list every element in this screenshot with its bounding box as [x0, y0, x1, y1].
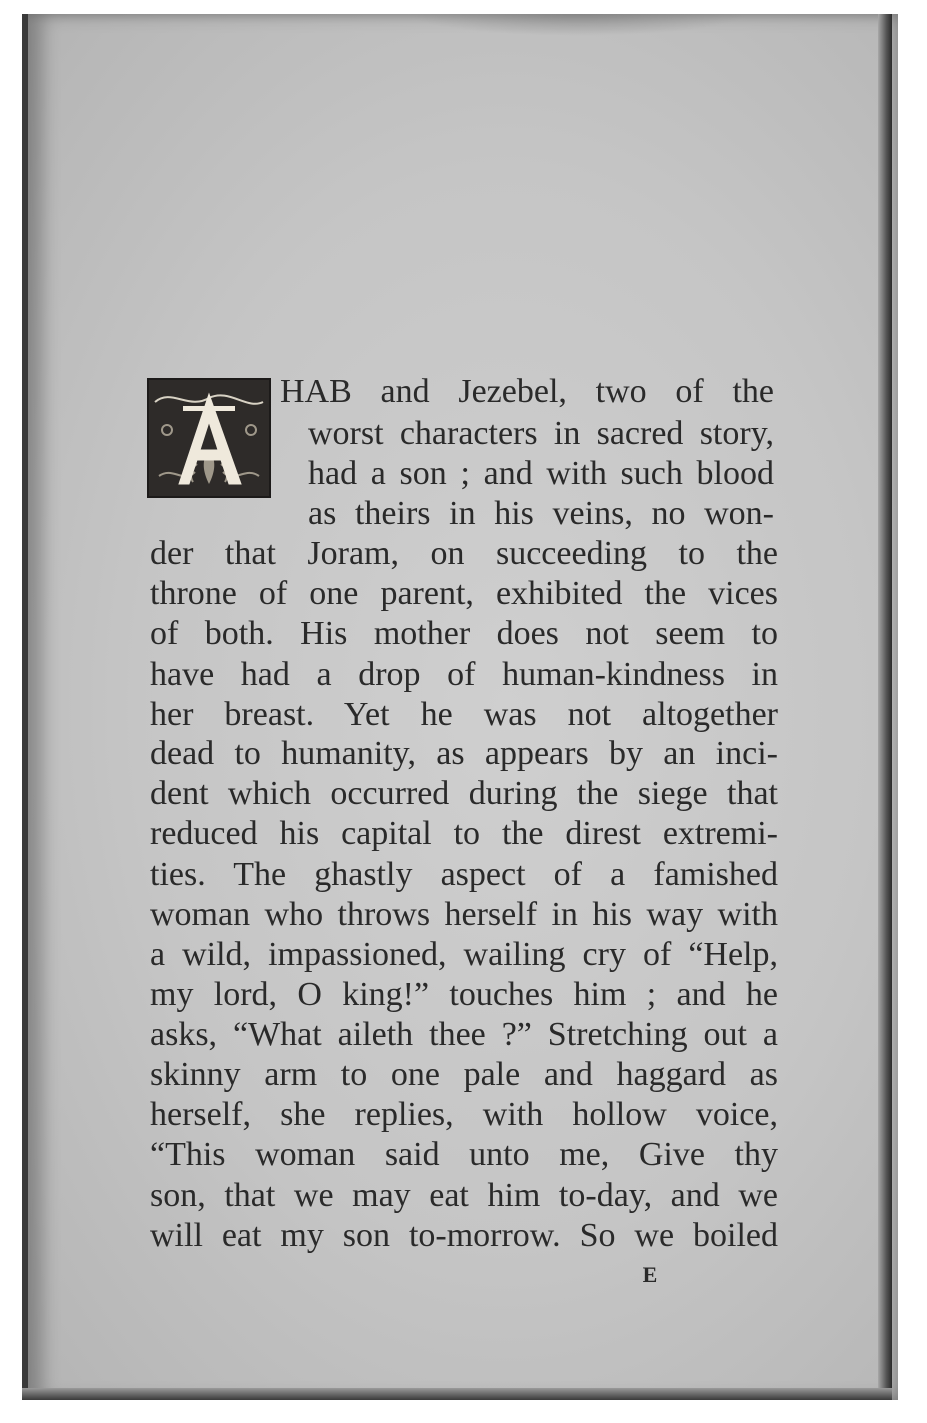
text-line: had a son ; and with such blood — [308, 455, 774, 492]
text-line: have had a drop of human-kindness in — [150, 656, 778, 693]
text-line: of both. His mother does not seem to — [150, 615, 778, 652]
text-line: her breast. Yet he was not altogether — [150, 696, 778, 733]
text-line: my lord, O king!” touches him ; and he — [150, 976, 778, 1013]
text-line: reduced his capital to the direst extremi- — [150, 815, 778, 852]
text-line: a wild, impassioned, wailing cry of “Help, — [150, 936, 778, 973]
text-line: woman who throws herself in his way with — [150, 896, 778, 933]
text-line: der that Joram, on succeeding to the — [150, 535, 778, 572]
text-line: worst characters in sacred story, — [308, 415, 774, 452]
page-right-edge — [878, 14, 892, 1400]
text-line: as theirs in his veins, no won- — [308, 495, 774, 532]
text-line: HAB and Jezebel, two of the — [280, 373, 774, 410]
text-line: dent which occurred during the siege that — [150, 775, 778, 812]
text-line: dead to humanity, as appears by an inci- — [150, 735, 778, 772]
text-line: “This woman said unto me, Give thy — [150, 1136, 778, 1173]
text-line: ties. The ghastly aspect of a famished — [150, 856, 778, 893]
text-line: skinny arm to one pale and haggard as — [150, 1056, 778, 1093]
signature-mark: E — [642, 1262, 658, 1287]
text-line: throne of one parent, exhibited the vices — [150, 575, 778, 612]
text-line: son, that we may eat him to-day, and we — [150, 1177, 778, 1214]
text-line: asks, “What aileth thee ?” Stretching out a — [150, 1016, 778, 1053]
text-line: herself, she replies, with hollow voice, — [150, 1096, 778, 1133]
page-shadow — [408, 14, 748, 36]
page-bottom-edge — [22, 1388, 892, 1400]
text-line: will eat my son to-morrow. So we boiled — [150, 1217, 778, 1254]
ornamental-letter-a-icon — [149, 380, 269, 496]
drop-cap-ornament — [147, 378, 271, 498]
